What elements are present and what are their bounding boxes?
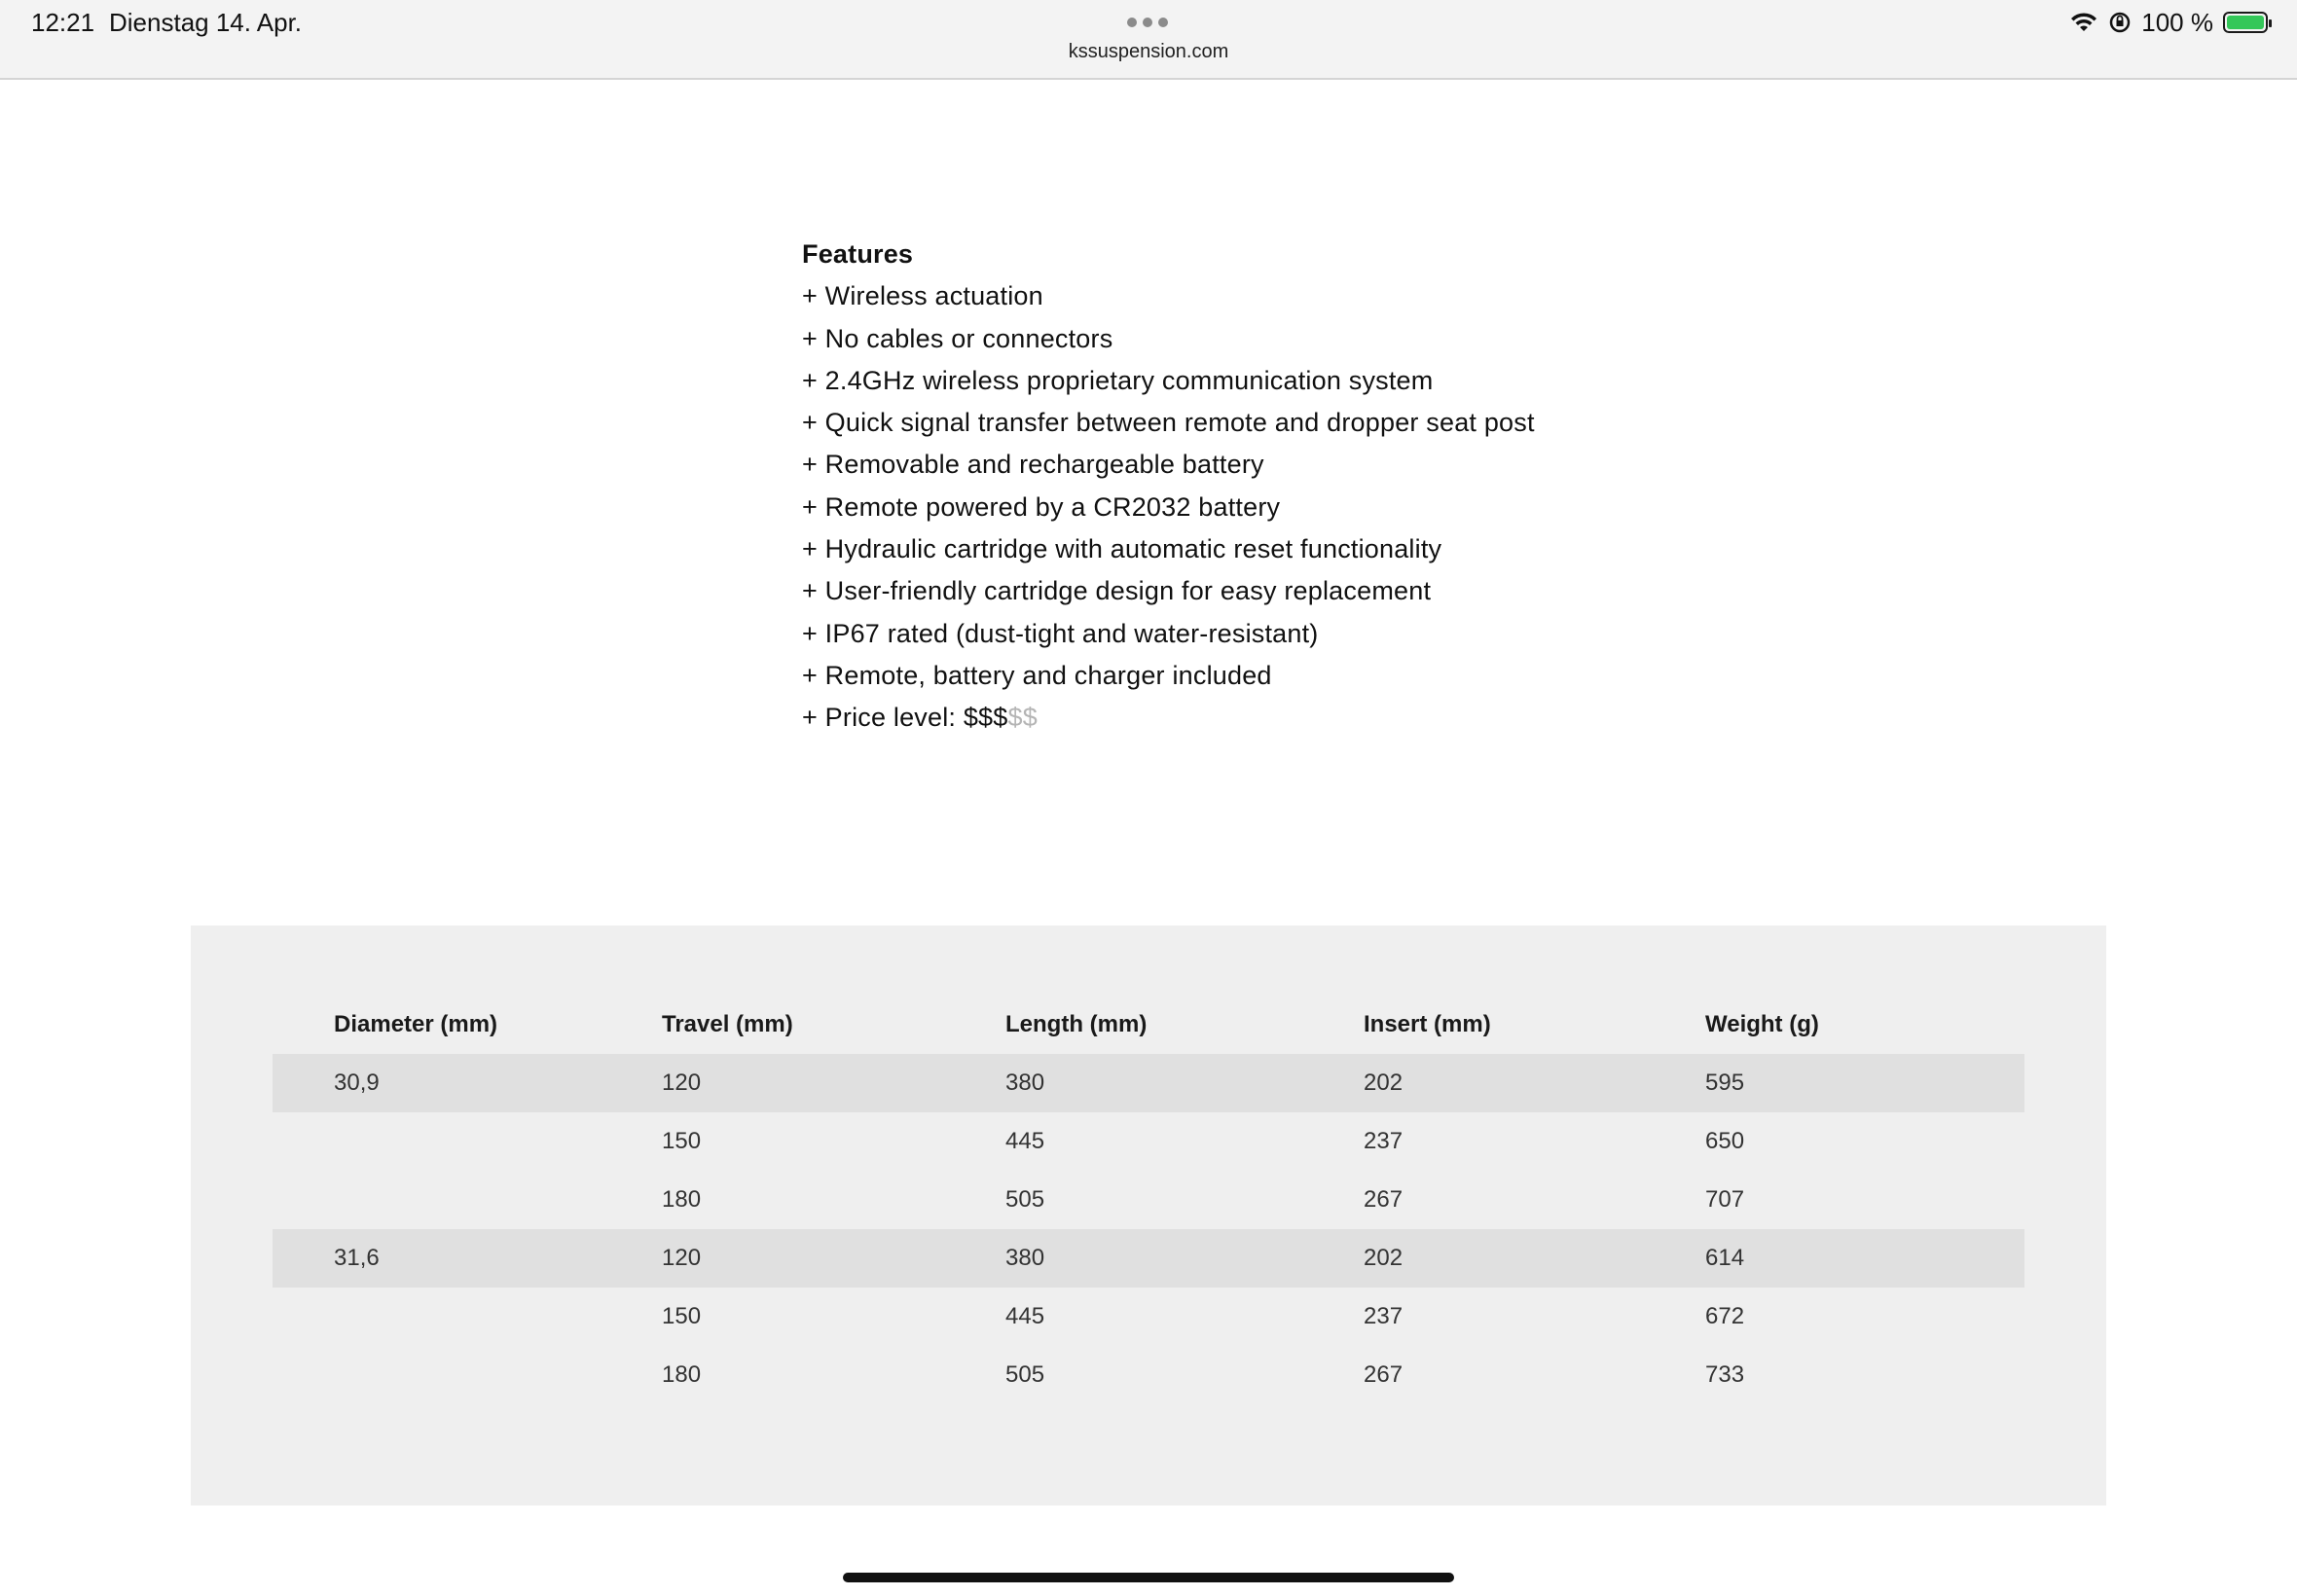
price-level-active: $$$ <box>963 703 1008 733</box>
feature-item: + Remote powered by a CR2032 battery <box>802 491 1281 522</box>
table-row <box>273 1054 2024 1112</box>
cell-diameter <box>273 1112 662 1171</box>
cell-weight: 650 <box>1705 1128 1745 1154</box>
features-section <box>802 234 1535 740</box>
table-row <box>273 1229 2024 1288</box>
wifi-icon <box>2069 12 2098 33</box>
cell-length: 445 <box>1005 1303 1045 1329</box>
feature-item: + Wireless actuation <box>802 281 1043 311</box>
cell-insert: 237 <box>1364 1303 1404 1329</box>
cell-insert: 202 <box>1364 1229 1705 1288</box>
table-row <box>273 1346 2024 1404</box>
feature-item: + Removable and rechargeable battery <box>802 450 1264 480</box>
cell-diameter <box>273 1288 662 1346</box>
feature-item: + Remote, battery and charger included <box>802 660 1272 690</box>
cell-travel: 180 <box>662 1186 702 1213</box>
url-bar[interactable]: kssuspension.com <box>1068 41 1229 62</box>
cell-insert: 267 <box>1364 1361 1404 1388</box>
cell-weight: 707 <box>1705 1186 1745 1213</box>
cell-diameter <box>273 1171 662 1229</box>
cell-travel: 120 <box>662 1054 1005 1112</box>
table-row <box>273 1112 2024 1171</box>
status-indicators <box>2069 6 2268 39</box>
feature-item: + User-friendly cartridge design for easy replacement <box>802 576 1432 606</box>
cell-length: 505 <box>1005 1186 1045 1213</box>
status-date: Dienstag 14. Apr. <box>109 8 303 37</box>
header-length: Length (mm) <box>1005 1011 1148 1037</box>
cell-length: 445 <box>1005 1128 1045 1154</box>
header-diameter: Diameter (mm) <box>334 1011 498 1037</box>
price-level-item <box>802 697 1535 739</box>
cell-diameter: 30,9 <box>273 1054 662 1112</box>
cell-weight: 733 <box>1705 1361 1745 1388</box>
cell-insert: 237 <box>1364 1128 1404 1154</box>
price-level-inactive: $$ <box>1007 703 1038 733</box>
table-row <box>273 1171 2024 1229</box>
header-insert: Insert (mm) <box>1364 1011 1491 1037</box>
browser-status-bar <box>0 0 2297 80</box>
orientation-lock-icon <box>2108 11 2132 34</box>
features-heading: Features <box>802 239 914 269</box>
cell-travel: 150 <box>662 1128 702 1154</box>
cell-weight: 595 <box>1705 1054 2024 1112</box>
cell-length: 505 <box>1005 1361 1045 1388</box>
cell-length: 380 <box>1005 1054 1364 1112</box>
cell-travel: 120 <box>662 1229 1005 1288</box>
table-row <box>273 1288 2024 1346</box>
battery-percentage: 100 % <box>2141 7 2213 37</box>
price-level-label: + Price level: <box>802 703 964 733</box>
feature-item: + 2.4GHz wireless proprietary communication system <box>802 365 1434 395</box>
cell-weight: 672 <box>1705 1303 1745 1329</box>
feature-item: + Quick signal transfer between remote and dropper seat post <box>802 408 1535 438</box>
features-list <box>802 275 1535 739</box>
header-travel: Travel (mm) <box>662 1011 793 1037</box>
home-indicator[interactable] <box>843 1573 1454 1582</box>
more-dots-icon[interactable] <box>1127 18 1168 27</box>
cell-diameter: 31,6 <box>273 1229 662 1288</box>
header-weight: Weight (g) <box>1705 1011 1819 1037</box>
feature-item: + Hydraulic cartridge with automatic reset functionality <box>802 534 1442 564</box>
cell-insert: 202 <box>1364 1054 1705 1112</box>
status-time: 12:21 <box>31 8 95 37</box>
table-header-row <box>273 996 2024 1054</box>
feature-item: + IP67 rated (dust-tight and water-resistant) <box>802 618 1319 648</box>
cell-travel: 150 <box>662 1303 702 1329</box>
cell-weight: 614 <box>1705 1229 2024 1288</box>
cell-diameter <box>273 1346 662 1404</box>
cell-length: 380 <box>1005 1229 1364 1288</box>
spec-table <box>273 996 2024 1404</box>
spec-table-panel <box>191 925 2106 1505</box>
cell-insert: 267 <box>1364 1186 1404 1213</box>
cell-travel: 180 <box>662 1361 702 1388</box>
battery-icon <box>2223 12 2268 33</box>
feature-item: + No cables or connectors <box>802 323 1113 353</box>
